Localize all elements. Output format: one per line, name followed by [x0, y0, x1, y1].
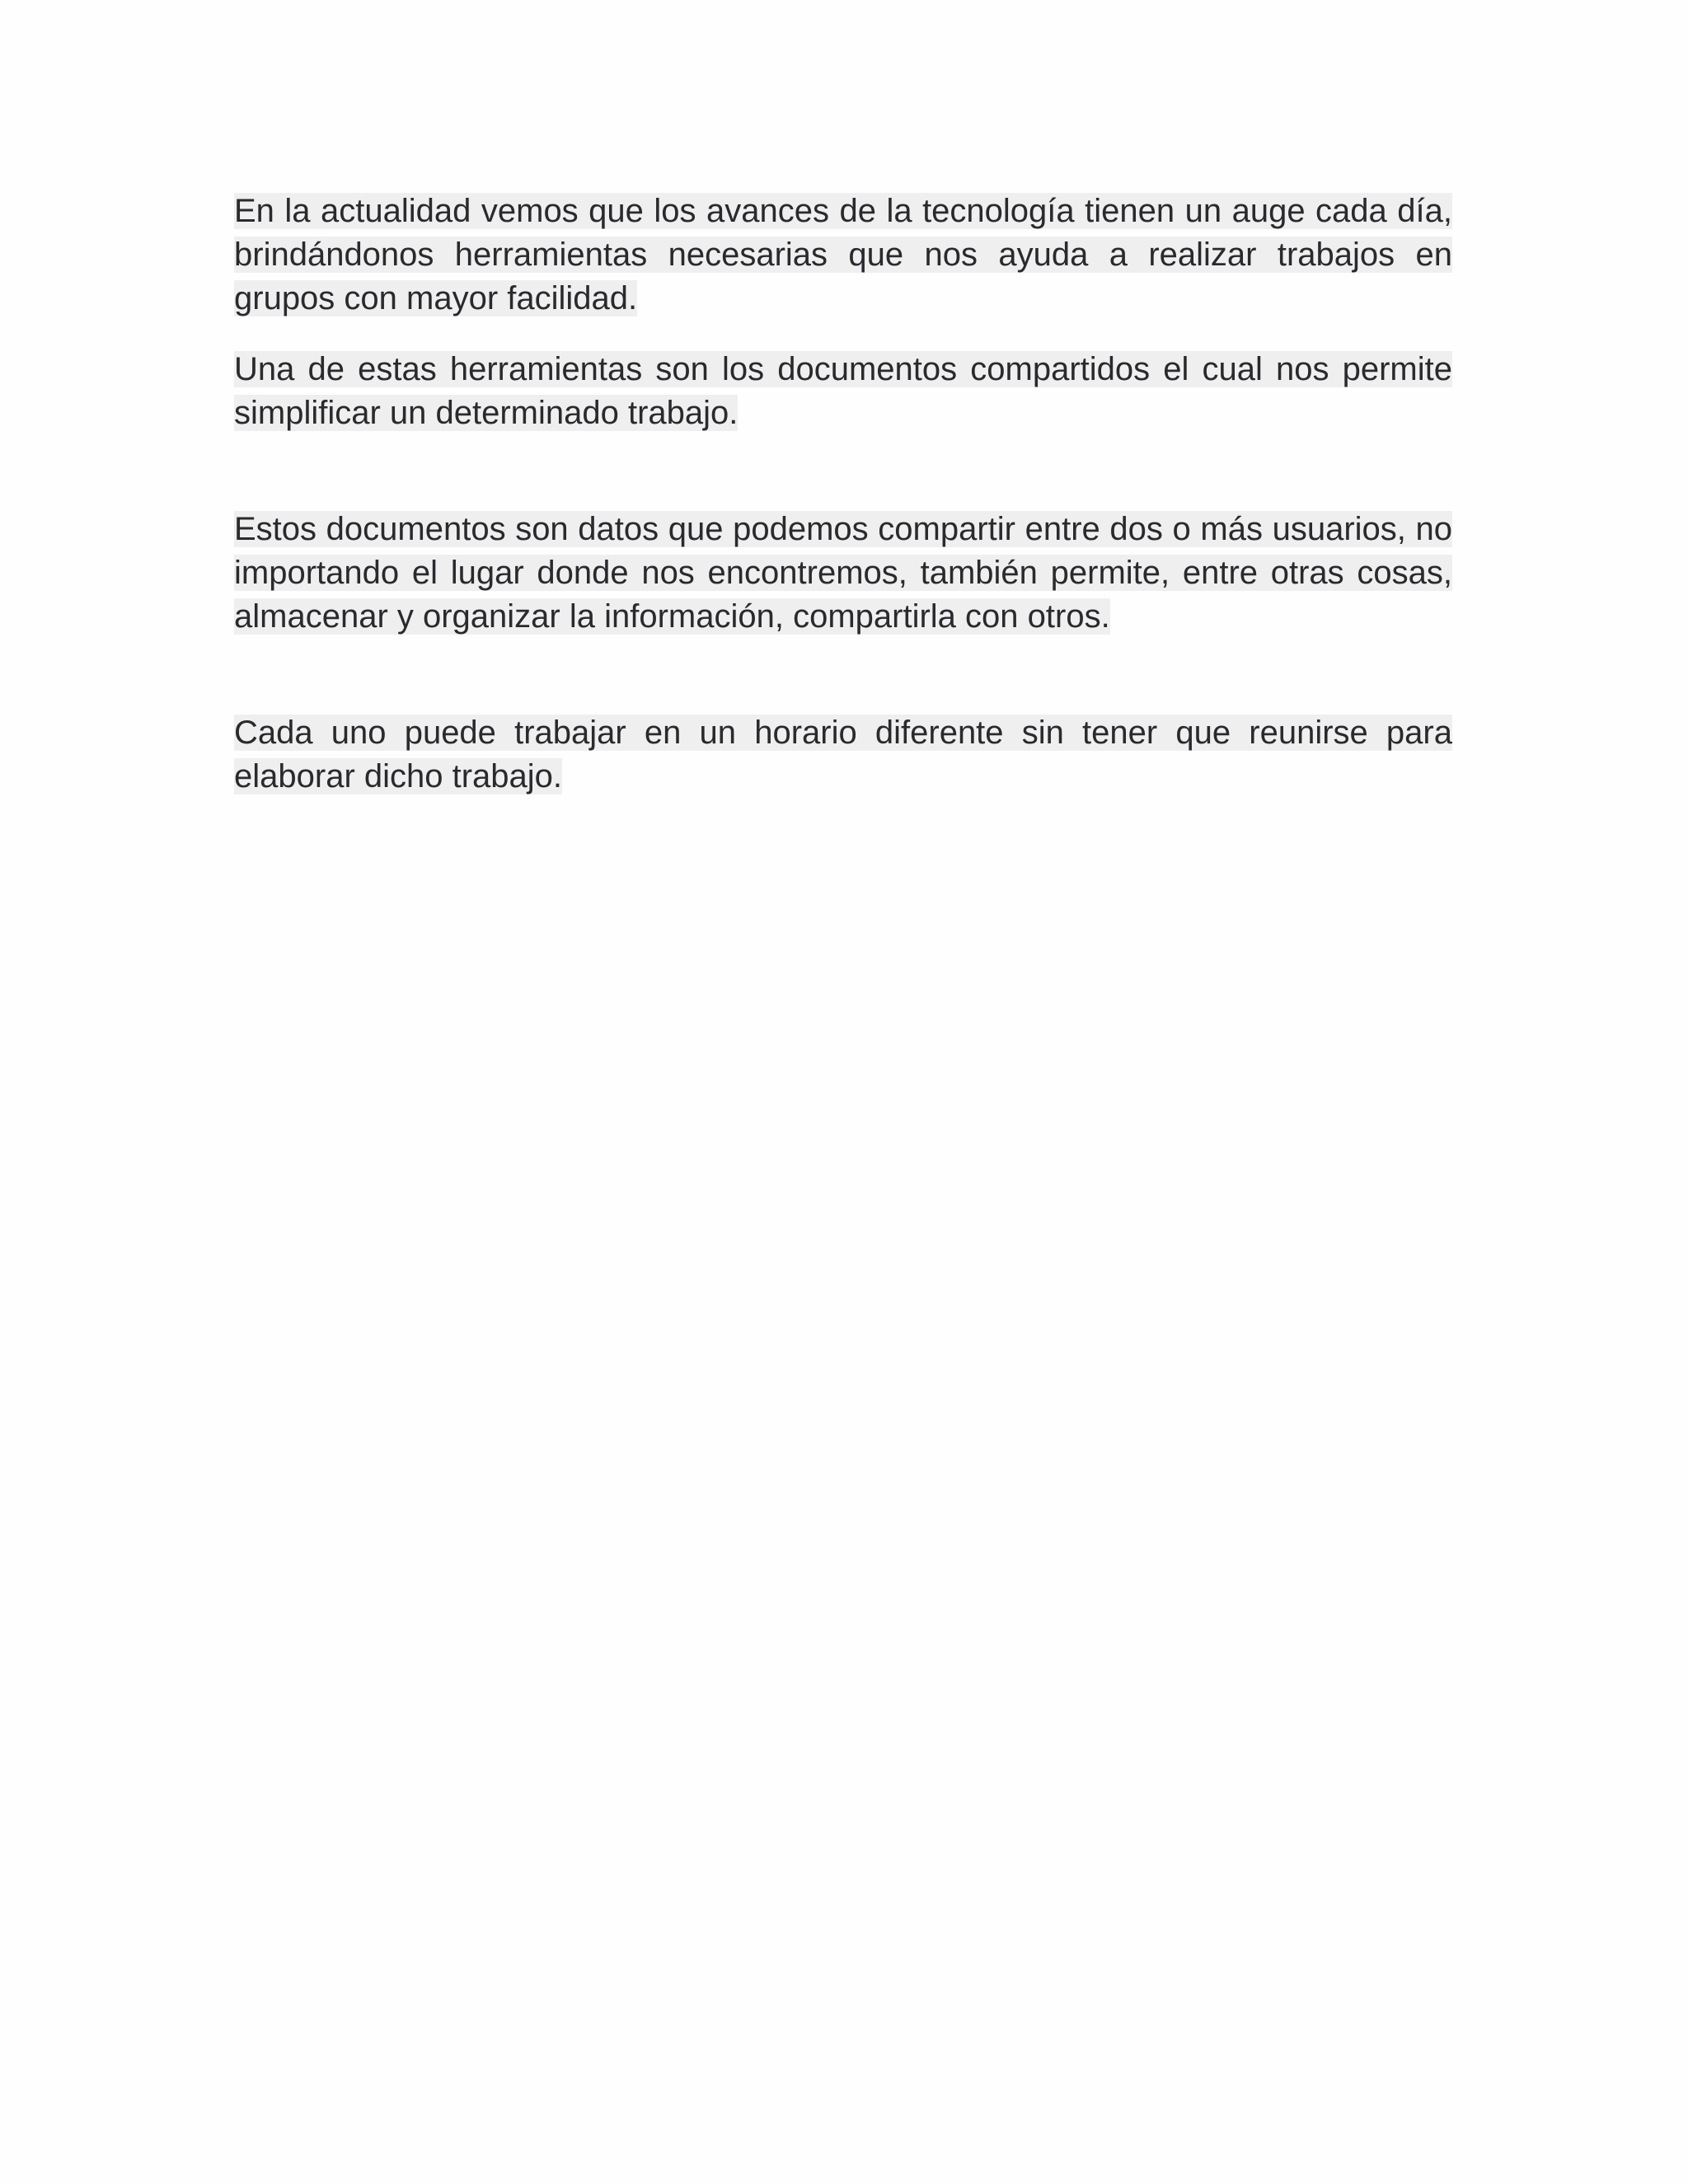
- paragraph-data-sharing: [234, 508, 1452, 639]
- document-body: [234, 190, 1452, 799]
- paragraph-shared-documents: [234, 348, 1452, 435]
- paragraph-intro-text: En la actualidad vemos que los avances de la tecnología tienen un auge cada día, brindándonos herramientas necesarias que nos ayuda a realizar trabajos en grupos con mayor facilidad.: [234, 193, 1452, 316]
- paragraph-schedule: [234, 711, 1452, 799]
- paragraph-data-sharing-text: Estos documentos son datos que podemos compartir entre dos o más usuarios, no importando el lugar donde nos encontremos, también permite, entre otras cosas, almacenar y organizar la información, compartirla con otros.: [234, 511, 1452, 635]
- paragraph-shared-documents-text: Una de estas herramientas son los documentos compartidos el cual nos permite simplificar un determinado trabajo.: [234, 351, 1452, 431]
- paragraph-intro: [234, 190, 1452, 321]
- paragraph-schedule-text: Cada uno puede trabajar en un horario diferente sin tener que reunirse para elaborar dicho trabajo.: [234, 715, 1452, 794]
